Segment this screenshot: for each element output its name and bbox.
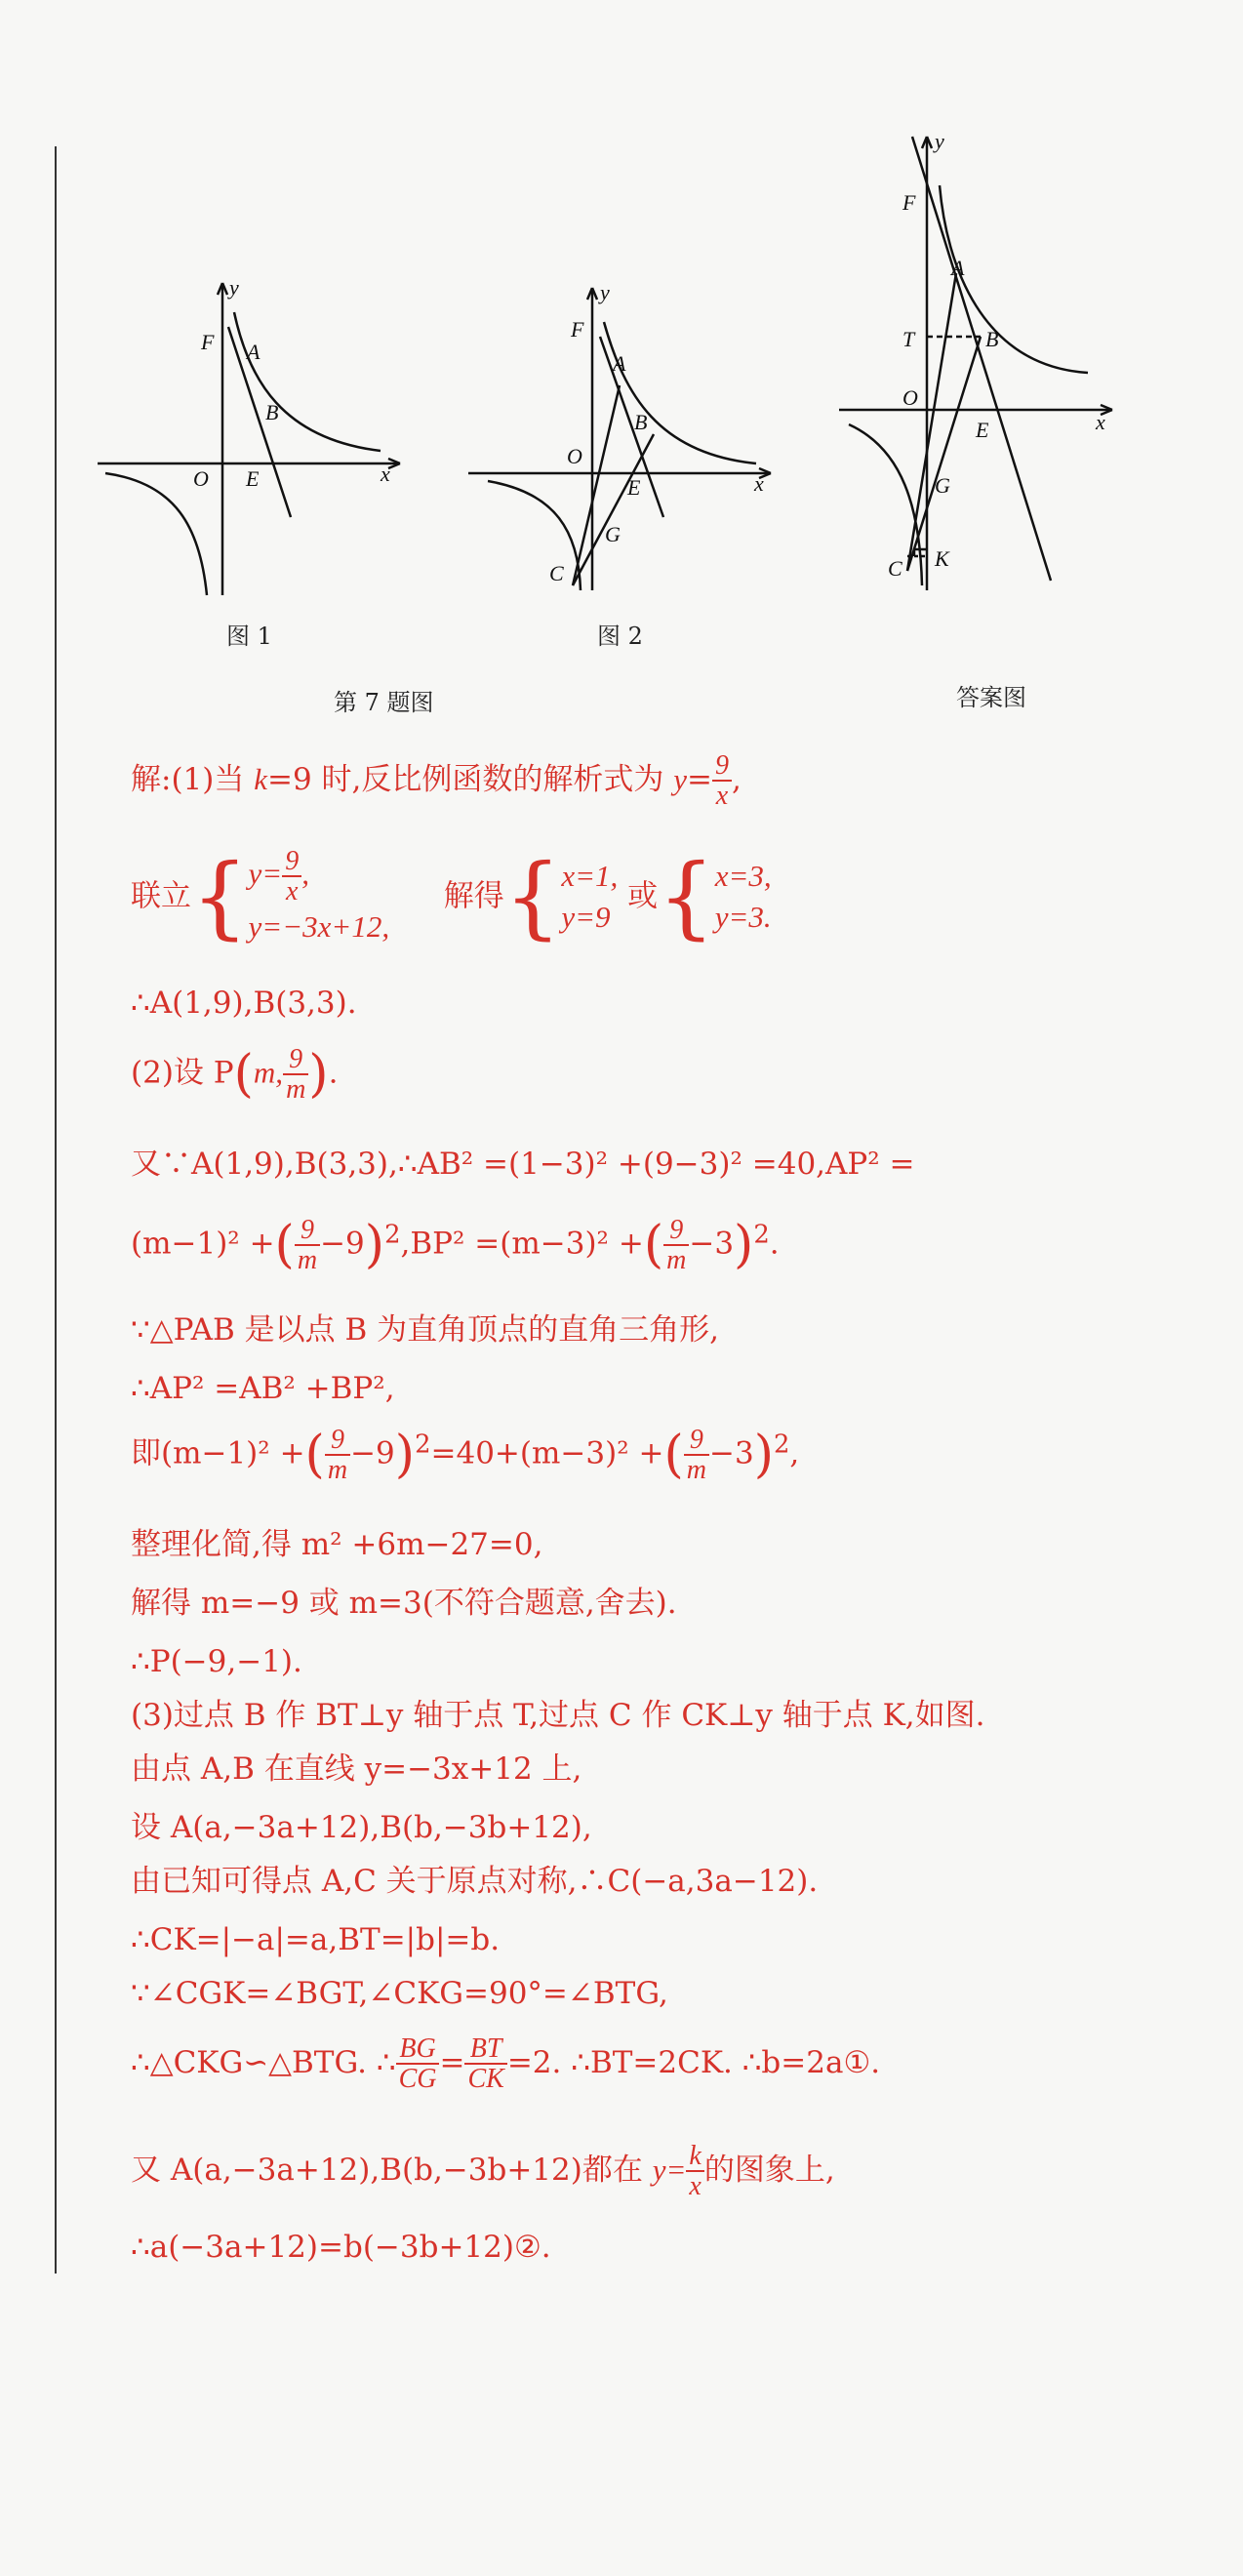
- text: (m−1)² +: [131, 1226, 275, 1262]
- fig2-o-label: O: [567, 444, 582, 468]
- text: ,: [789, 1435, 800, 1471]
- solution-line-17: ∴CK=|−a|=a,BT=|b|=b.: [131, 1922, 501, 1957]
- answer-figure: [834, 127, 1127, 599]
- text: x=3,: [714, 859, 772, 894]
- text: =9 时,反比例函数的解析式为: [266, 761, 674, 797]
- denominator: m: [286, 1074, 306, 1106]
- solution-line-16: 由已知可得点 A,C 关于原点对称,∴C(−a,3a−12).: [131, 1864, 819, 1899]
- text: 解得: [443, 878, 504, 914]
- denominator: m: [327, 1455, 348, 1486]
- text: 解:(1)当: [131, 761, 255, 797]
- figure-1-caption: 图 1: [226, 623, 272, 650]
- numerator: 9: [684, 1426, 709, 1456]
- ans-y-label: y: [935, 129, 944, 153]
- text: −9: [320, 1226, 365, 1262]
- solution-line-11: 解得 m=−9 或 m=3(不符合题意,舍去).: [131, 1586, 677, 1621]
- text: m,: [253, 1055, 284, 1090]
- denominator: m: [686, 1455, 706, 1486]
- denominator: m: [666, 1245, 687, 1276]
- fig2-x-label: x: [754, 471, 764, 496]
- denominator: x: [689, 2171, 702, 2202]
- text: =: [439, 2044, 465, 2080]
- ans-e-label: E: [976, 418, 989, 442]
- ans-o-label: O: [902, 385, 918, 410]
- text: y=: [248, 856, 283, 891]
- figure-1-graph: [88, 273, 410, 605]
- figure-2-caption: 图 2: [597, 623, 643, 650]
- solution-system-2: [715, 856, 772, 938]
- solution-system-1: [561, 856, 618, 938]
- answer-figure-caption: 答案图: [956, 684, 1026, 711]
- text: y=: [652, 2152, 687, 2187]
- text: (2)设 P: [131, 1055, 234, 1091]
- text: y=3.: [714, 900, 772, 935]
- solution-line-4: (2)设 P(m, $\frac{9}{m}$ ).: [131, 1043, 339, 1106]
- fraction: [282, 847, 301, 906]
- text: −3: [689, 1226, 735, 1262]
- fig2-f-label: F: [571, 317, 584, 342]
- numerator: 9: [712, 751, 732, 782]
- numerator: 9: [283, 1045, 308, 1075]
- page-margin-line: [55, 146, 57, 2274]
- text: =40+(m−3)² +: [430, 1435, 664, 1471]
- numerator: 9: [282, 847, 301, 877]
- ans-t-label: T: [902, 327, 915, 351]
- numerator: 9: [325, 1426, 350, 1456]
- left-brace: {: [503, 844, 562, 949]
- ans-x-label: x: [1096, 410, 1105, 434]
- text: ,BP² =(m−3)² +: [400, 1226, 644, 1262]
- ans-c-label: C: [888, 556, 902, 581]
- fraction: [686, 2142, 703, 2201]
- solution-line-10: 整理化简,得 m² +6m−27=0,: [131, 1527, 543, 1562]
- solution-line-14: 由点 A,B 在直线 y=−3x+12 上,: [131, 1751, 582, 1787]
- fig2-b-label: B: [634, 410, 648, 434]
- fraction: [396, 2034, 440, 2094]
- figure-2-graph: [463, 278, 785, 600]
- numerator: 9: [663, 1216, 689, 1246]
- fig2-c-label: C: [549, 561, 564, 585]
- answer-figure-graph: [834, 127, 1127, 595]
- ans-b-label: B: [985, 327, 999, 351]
- fig1-b-label: B: [265, 400, 279, 424]
- text: =2. ∴BT=2CK. ∴b=2a①.: [506, 2044, 881, 2080]
- solution-line-3: ∴A(1,9),B(3,3).: [131, 986, 357, 1021]
- text: 又 A(a,−3a+12),B(b,−3b+12)都在: [131, 2152, 653, 2188]
- fig1-f-label: F: [201, 330, 215, 354]
- ans-k-label: K: [935, 546, 949, 571]
- fraction: [663, 1216, 689, 1275]
- figure-1: [88, 273, 410, 609]
- text: x=1,: [561, 859, 619, 894]
- ans-f-label: F: [902, 190, 916, 215]
- left-brace: {: [658, 844, 715, 949]
- text: y=9: [561, 900, 611, 935]
- solution-line-2: [131, 844, 772, 949]
- ans-a-label: A: [951, 256, 965, 280]
- denominator: x: [715, 781, 729, 812]
- figure-group-caption: 第 7 题图: [334, 689, 434, 716]
- text: y=−3x+12,: [248, 908, 390, 944]
- text: =: [687, 761, 712, 797]
- figure-2: [463, 278, 785, 604]
- fig1-e-label: E: [246, 466, 260, 491]
- text: ,: [301, 856, 309, 891]
- fig1-a-label: A: [247, 340, 261, 364]
- solution-line-19: [131, 2034, 880, 2094]
- solution-line-21: ∴a(−3a+12)=b(−3b+12)②.: [131, 2230, 551, 2265]
- text: −3: [708, 1435, 754, 1471]
- numerator: k: [686, 2142, 703, 2172]
- solution-line-18: ∵∠CGK=∠BGT,∠CKG=90°=∠BTG,: [131, 1976, 668, 2011]
- solution-line-5: 又∵A(1,9),B(3,3),∴AB² =(1−3)² +(9−3)² =40,AP² =: [131, 1147, 915, 1182]
- solution-line-8: ∴AP² =AB² +BP²,: [131, 1371, 395, 1406]
- text: 或: [627, 878, 659, 914]
- solution-line-9: 即(m−1)² +( $\frac{9}{m}$ −9)$^2$=40+(m−3)² +( $\frac{9}{m}$ −3)$^2$,: [131, 1424, 800, 1486]
- text: .: [328, 1055, 339, 1091]
- ans-g-label: G: [935, 473, 950, 498]
- numerator: BT: [464, 2034, 506, 2065]
- solution-line-7: ∵△PAB 是以点 B 为直角顶点的直角三角形,: [131, 1312, 719, 1348]
- solution-line-20: [131, 2142, 835, 2201]
- fraction: [283, 1045, 308, 1105]
- text: k: [254, 761, 267, 796]
- text: −9: [350, 1435, 395, 1471]
- solution-line-6: (m−1)² +( $\frac{9}{m}$ −9)$^2$,BP² =(m−3)² +( $\frac{9}{m}$ −3)$^2$.: [131, 1214, 780, 1276]
- numerator: 9: [295, 1216, 320, 1246]
- fig2-g-label: G: [605, 522, 621, 546]
- fraction: [712, 751, 732, 811]
- numerator: BG: [396, 2034, 440, 2065]
- text: ∴△CKG∽△BTG. ∴: [131, 2044, 396, 2080]
- solution-line-1: [131, 751, 742, 811]
- equation-system: [249, 847, 390, 947]
- fig2-y-label: y: [600, 280, 610, 304]
- text: 的图象上,: [703, 2152, 835, 2188]
- denominator: CK: [467, 2064, 504, 2095]
- fraction: [295, 1216, 320, 1275]
- left-brace: {: [191, 844, 249, 949]
- solution-line-13: (3)过点 B 作 BT⊥y 轴于点 T,过点 C 作 CK⊥y 轴于点 K,如图.: [131, 1698, 985, 1733]
- text: ,: [732, 761, 742, 797]
- solution-line-15: 设 A(a,−3a+12),B(b,−3b+12),: [131, 1810, 592, 1845]
- fig1-x-label: x: [381, 462, 390, 486]
- fraction: [464, 2034, 506, 2094]
- fig1-o-label: O: [193, 466, 209, 491]
- text: .: [769, 1226, 780, 1262]
- denominator: m: [297, 1245, 318, 1276]
- text: 联立: [131, 878, 191, 914]
- text: 即(m−1)² +: [131, 1435, 305, 1471]
- fig2-e-label: E: [627, 475, 641, 500]
- denominator: x: [286, 876, 299, 907]
- fig2-a-label: A: [613, 351, 626, 376]
- fig1-y-label: y: [229, 275, 239, 300]
- text: y: [673, 761, 688, 796]
- solution-line-12: ∴P(−9,−1).: [131, 1644, 302, 1679]
- denominator: CG: [398, 2064, 437, 2095]
- fraction: [684, 1426, 709, 1485]
- fraction: [325, 1426, 350, 1485]
